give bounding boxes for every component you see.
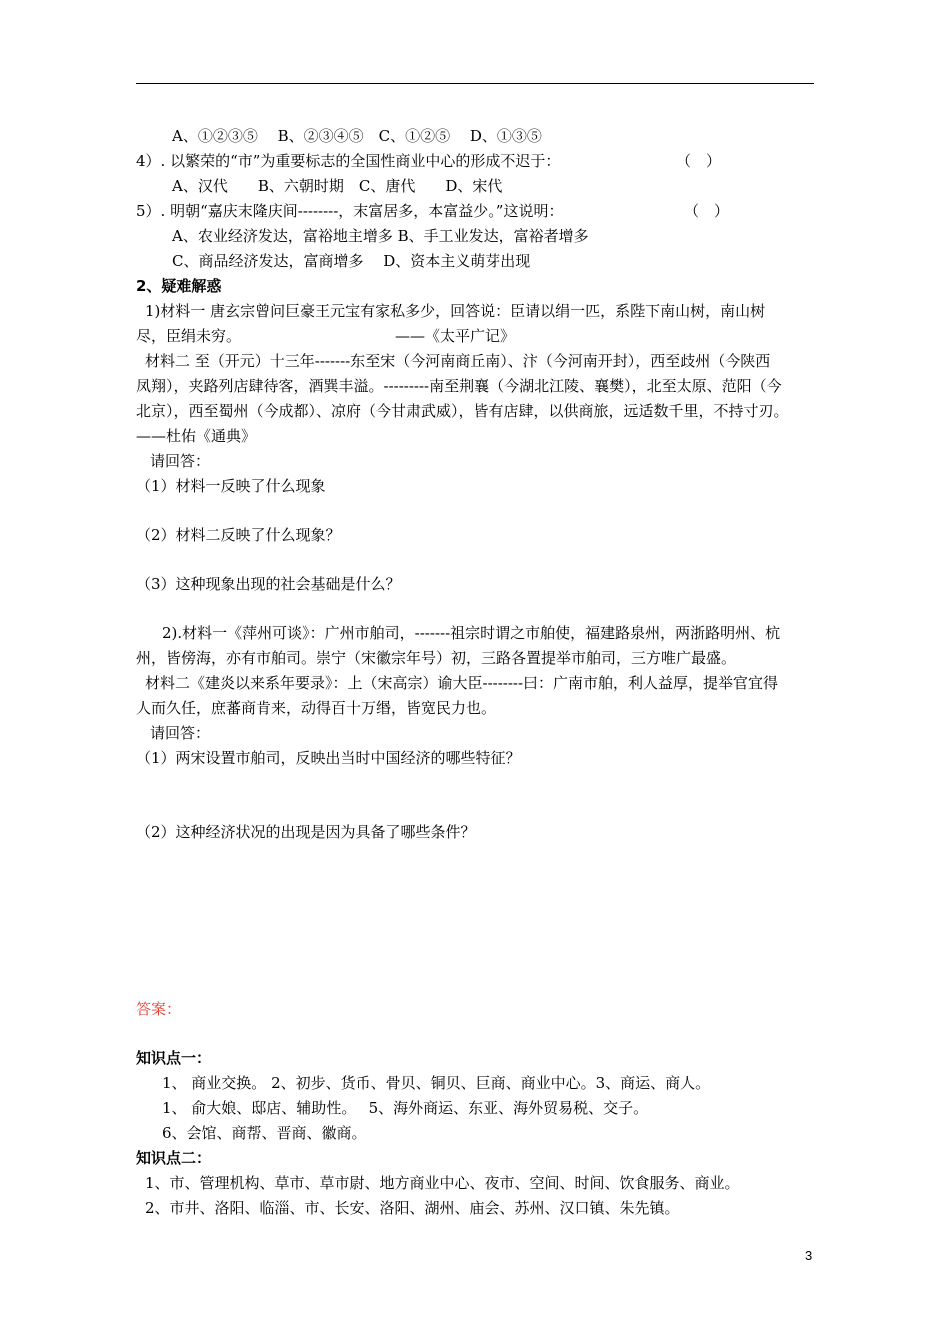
p1-material2-line3: 北京），西至蜀州（今成都）、凉府（今甘肃武威），皆有店肆，以供商旅，远适数千里，不持寸刃。	[136, 402, 789, 420]
kp1-line-b: 1、 俞大娘、邸店、辅助性。 5、海外商运、东亚、海外贸易税、交子。	[162, 1099, 649, 1117]
q4-stem: 4）. 以繁荣的“市”为重要标志的全国性商业中心的形成不迟于：	[136, 152, 561, 170]
p2-material2-line1: 材料二《建炎以来系年要录》：上（宋高宗）谕大臣--------曰：广南市舶，利人益厚，提举官宜得	[145, 674, 779, 692]
p1-material2-line2: 凤翔），夹路列店肆待客，酒巽丰溢。---------南至荆襄（今湖北江陵、襄樊），北至太原、范阳（今	[136, 377, 782, 395]
p2-material1-line2: 州，皆傍海，亦有市舶司。崇宁（宋徽宗年号）初，三路各置提举市舶司，三方唯广最盛。	[136, 649, 737, 667]
q4-bracket: （ ）	[676, 152, 722, 170]
p2-material2-line2: 人而久任，庶蕃商肯来，动得百十万缗，皆宽民力也。	[136, 699, 497, 717]
kp2-line-a: 1、市、管理机构、草市、草市尉、地方商业中心、夜市、空间、时间、饮食服务、商业。	[145, 1174, 740, 1192]
page-number: 3	[805, 1248, 813, 1263]
p2-ask: 请回答：	[150, 724, 211, 742]
q4-options: A、汉代 B、六朝时期 C、唐代 D、宋代	[172, 177, 503, 195]
q5-bracket: （ ）	[684, 202, 730, 220]
p2-material1-line1: 2).材料一《萍州可谈》：广州市舶司，-------祖宗时谓之市舶使，福建路泉州，两浙路明州、杭	[162, 624, 781, 642]
section-title: 2、疑难解惑	[136, 277, 222, 295]
q3-options: A、①②③⑤ B、②③④⑤ C、①②⑤ D、①③⑤	[172, 127, 542, 145]
header-rule	[136, 83, 814, 84]
p1-material2-line1: 材料二 至（开元）十三年-------东至宋（今河南商丘南）、汴（今河南开封），西至歧州（今陕西	[145, 352, 771, 370]
p1-question-1: （1）材料一反映了什么现象	[136, 477, 326, 495]
kp2-line-b: 2、市井、洛阳、临淄、市、长安、洛阳、湖州、庙会、苏州、汉口镇、朱先镇。	[145, 1199, 680, 1217]
kp1-title: 知识点一：	[136, 1049, 212, 1067]
p2-question-1: （1）两宋设置市舶司，反映出当时中国经济的哪些特征？	[136, 749, 521, 767]
p2-question-2: （2）这种经济状况的出现是因为具备了哪些条件？	[136, 823, 476, 841]
p1-question-2: （2）材料二反映了什么现象？	[136, 526, 341, 544]
answer-title: 答案：	[136, 1000, 182, 1018]
p1-material1-line2: 尽，臣绢未穷。	[136, 327, 242, 345]
p1-ask: 请回答：	[150, 452, 211, 470]
p1-material1-line1: 1)材料一 唐玄宗曾问巨豪王元宝有家私多少，回答说：臣请以绢一匹，系陛下南山树，南山树	[145, 302, 766, 320]
q5-stem: 5）. 明朝“嘉庆末隆庆间--------，末富居多，本富益少。”这说明：	[136, 202, 564, 220]
kp1-line-a: 1、 商业交换。 2、初步、货币、骨贝、铜贝、巨商、商业中心。3、商运、商人。	[162, 1074, 711, 1092]
p1-material2-source: ——杜佑《通典》	[136, 427, 257, 445]
p1-question-3: （3）这种现象出现的社会基础是什么？	[136, 575, 401, 593]
q5-options-ab: A、农业经济发达，富裕地主增多 B、手工业发达，富裕者增多	[172, 227, 589, 245]
kp2-title: 知识点二：	[136, 1149, 212, 1167]
p1-material1-source: ——《太平广记》	[395, 327, 516, 345]
kp1-line-c: 6、会馆、商帮、晋商、徽商。	[162, 1124, 367, 1142]
q5-options-cd: C、商品经济发达，富商增多 D、资本主义萌芽出现	[172, 252, 531, 270]
